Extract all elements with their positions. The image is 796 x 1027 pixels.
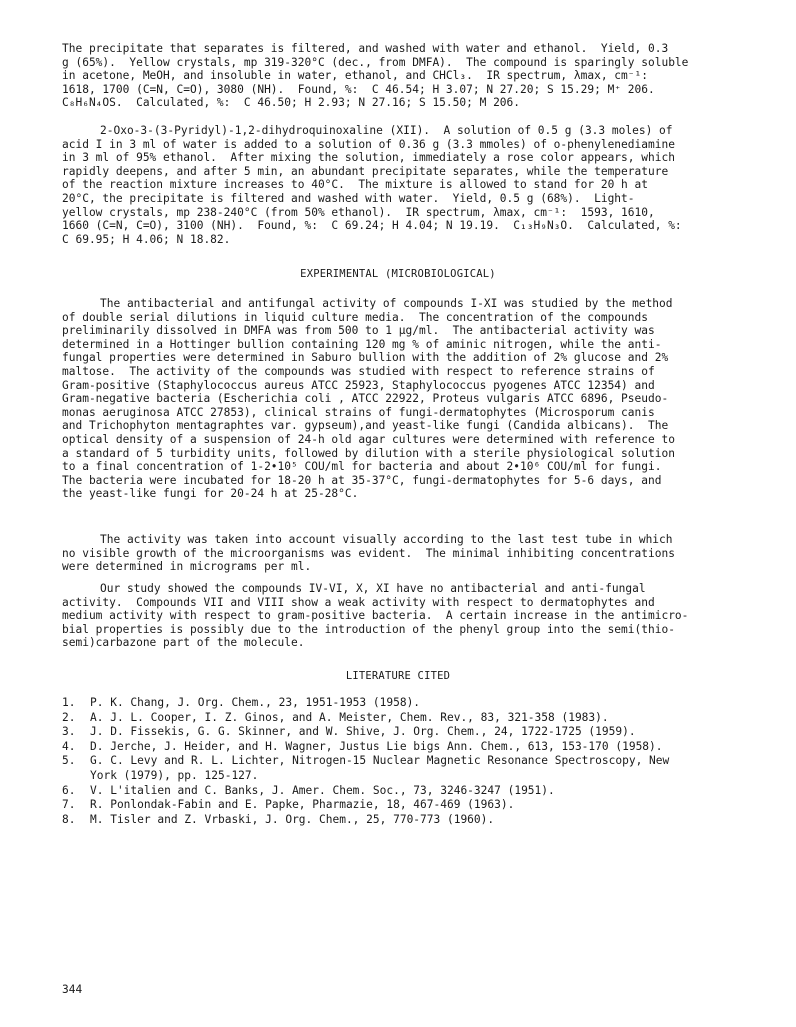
reference-text: J. D. Fissekis, G. G. Skinner, and W. Shive, J. Org. Chem., 24, 1722-1725 (1959). bbox=[90, 725, 636, 739]
text-line: Gram-negative bacteria (Escherichia coli , ATCC 22922, Proteus vulgaris ATCC 6896, Pseudo- bbox=[62, 392, 669, 406]
text-line: monas aeruginosa ATCC 27853), clinical strains of fungi-dermatophytes (Microsporum canis bbox=[62, 405, 655, 419]
text-line: preliminarily dissolved in DMFA was from 500 to 1 μg/ml. The antibacterial activity was bbox=[62, 324, 655, 338]
text-line: of double serial dilutions in liquid culture media. The concentration of the compounds bbox=[62, 310, 648, 324]
paragraph-activity-evaluation bbox=[62, 533, 742, 574]
text-line: of the reaction mixture increases to 40°C. The mixture is allowed to stand for 20 h at bbox=[62, 178, 648, 192]
text-line: in acetone, MeOH, and insoluble in water, ethanol, and CHCl₃. IR spectrum, λmax, cm⁻¹: bbox=[62, 69, 648, 83]
text-line: 20°C, the precipitate is filtered and washed with water. Yield, 0.5 g (68%). Light- bbox=[62, 191, 635, 205]
reference-text: V. L'italien and C. Banks, J. Amer. Chem. Soc., 73, 3246-3247 (1951). bbox=[90, 783, 555, 797]
reference-item bbox=[62, 711, 762, 726]
text-line: The bacteria were incubated for 18-20 h at 35-37°C, fungi-dermatophytes for 5-6 days, and bbox=[62, 473, 662, 487]
text-line: g (65%). Yellow crystals, mp 319-320°C (dec., from DMFA). The compound is sparingly soluble bbox=[62, 55, 689, 69]
paragraph-synthesis-continued bbox=[62, 42, 742, 110]
paragraph-study-results bbox=[62, 582, 742, 650]
heading-experimental: EXPERIMENTAL (MICROBIOLOGICAL) bbox=[300, 268, 496, 280]
text-line: fungal properties were determined in Saburo bullion with the addition of 2% glucose and 2% bbox=[62, 351, 669, 365]
text-line: acid I in 3 ml of water is added to a solution of 0.36 g (3.3 mmoles) of o-phenylenediamine bbox=[62, 137, 675, 151]
reference-text: A. J. L. Cooper, I. Z. Ginos, and A. Meister, Chem. Rev., 83, 321-358 (1983). bbox=[90, 710, 609, 724]
paragraph-compound-xii bbox=[62, 124, 742, 246]
text-line: semi)carbazone part of the molecule. bbox=[62, 636, 305, 650]
reference-text: R. Ponlondak-Fabin and E. Papke, Pharmazie, 18, 467-469 (1963). bbox=[90, 798, 515, 812]
text-line: the yeast-like fungi for 20-24 h at 25-28°C. bbox=[62, 487, 359, 501]
text-line: determined in a Hottinger bullion containing 120 mg % of aminic nitrogen, while the anti- bbox=[62, 337, 662, 351]
reference-number: 8. bbox=[62, 812, 76, 826]
reference-list bbox=[62, 696, 762, 827]
text-line: 1618, 1700 (C=N, C=O), 3080 (NH). Found, %: C 46.54; H 3.07; N 27.20; S 15.29; M⁺ 206. bbox=[62, 82, 655, 96]
reference-item bbox=[62, 725, 762, 740]
text-line: and Trichophyton mentagraphtes var. gypseum),and yeast-like fungi (Candida albicans). The bbox=[62, 419, 669, 433]
text-line: 1660 (C=N, C=O), 3100 (NH). Found, %: C 69.24; H 4.04; N 19.19. C₁₃H₉N₃O. Calculated, %: bbox=[62, 219, 682, 233]
text-line: Our study showed the compounds IV-VI, X, XI have no antibacterial and anti-fungal bbox=[100, 582, 646, 595]
reference-text: D. Jerche, J. Heider, and H. Wagner, Justus Lie bigs Ann. Chem., 613, 153-170 (1958). bbox=[90, 739, 663, 753]
text-line: bial properties is possibly due to the introduction of the phenyl group into the semi(thio- bbox=[62, 622, 675, 636]
reference-number: 7. bbox=[62, 798, 76, 812]
reference-item bbox=[62, 769, 762, 784]
text-line: C 69.95; H 4.06; N 18.82. bbox=[62, 232, 231, 246]
text-line: C₈H₆N₄OS. Calculated, %: C 46.50; H 2.93; N 27.16; S 15.50; M 206. bbox=[62, 96, 521, 110]
text-line: medium activity with respect to gram-positive bacteria. A certain increase in the antimicro- bbox=[62, 609, 689, 623]
reference-text: P. K. Chang, J. Org. Chem., 23, 1951-1953 (1958). bbox=[90, 696, 421, 709]
text-line: maltose. The activity of the compounds was studied with respect to reference strains of bbox=[62, 364, 655, 378]
reference-item bbox=[62, 784, 762, 799]
text-line: in 3 ml of 95% ethanol. After mixing the solution, immediately a rose color appears, which bbox=[62, 151, 675, 165]
reference-text: M. Tisler and Z. Vrbaski, J. Org. Chem., 25, 770-773 (1960). bbox=[90, 812, 495, 826]
text-line: yellow crystals, mp 238-240°C (from 50% ethanol). IR spectrum, λmax, cm⁻¹: 1593, 1610, bbox=[62, 205, 655, 219]
text-line: activity. Compounds VII and VIII show a weak activity with respect to dermatophytes and bbox=[62, 595, 655, 609]
reference-number: 2. bbox=[62, 710, 76, 724]
reference-number: 4. bbox=[62, 739, 76, 753]
text-line: The antibacterial and antifungal activity of compounds I-XI was studied by the method bbox=[100, 297, 673, 310]
text-line: The activity was taken into account visually according to the last test tube in which bbox=[100, 533, 673, 546]
page-number: 344 bbox=[62, 983, 83, 996]
reference-number: 3. bbox=[62, 725, 76, 739]
reference-number: 5. bbox=[62, 754, 76, 768]
paragraph-antibacterial-method bbox=[62, 297, 742, 501]
text-line: no visible growth of the microorganisms was evident. The minimal inhibiting concentrations bbox=[62, 546, 675, 560]
reference-item bbox=[62, 798, 762, 813]
text-line: optical density of a suspension of 24-h old agar cultures were determined with reference to bbox=[62, 432, 675, 446]
reference-number: 6. bbox=[62, 783, 76, 797]
text-line: a standard of 5 turbidity units, followed by dilution with a sterile physiological solution bbox=[62, 446, 675, 460]
text-line: The precipitate that separates is filtered, and washed with water and ethanol. Yield, 0.3 bbox=[62, 42, 669, 55]
text-line: 2-Oxo-3-(3-Pyridyl)-1,2-dihydroquinoxaline (XII). A solution of 0.5 g (3.3 moles) of bbox=[100, 124, 673, 137]
reference-number: 1. bbox=[62, 696, 76, 709]
reference-text: G. C. Levy and R. L. Lichter, Nitrogen-15 Nuclear Magnetic Resonance Spectroscopy, New bbox=[90, 754, 670, 768]
reference-item bbox=[62, 740, 762, 755]
text-line: Gram-positive (Staphylococcus aureus ATCC 25923, Staphylococcus pyogenes ATCC 12354) and bbox=[62, 378, 655, 392]
heading-literature-cited: LITERATURE CITED bbox=[345, 670, 451, 682]
reference-item bbox=[62, 696, 762, 711]
reference-item bbox=[62, 754, 762, 769]
reference-text: York (1979), pp. 125-127. bbox=[90, 768, 259, 782]
text-line: to a final concentration of 1-2•10⁵ COU/ml for bacteria and about 2•10⁶ COU/ml for fungi. bbox=[62, 460, 662, 474]
text-line: rapidly deepens, and after 5 min, an abundant precipitate separates, while the temperature bbox=[62, 164, 669, 178]
text-line: were determined in micrograms per ml. bbox=[62, 560, 312, 574]
reference-item bbox=[62, 813, 762, 828]
